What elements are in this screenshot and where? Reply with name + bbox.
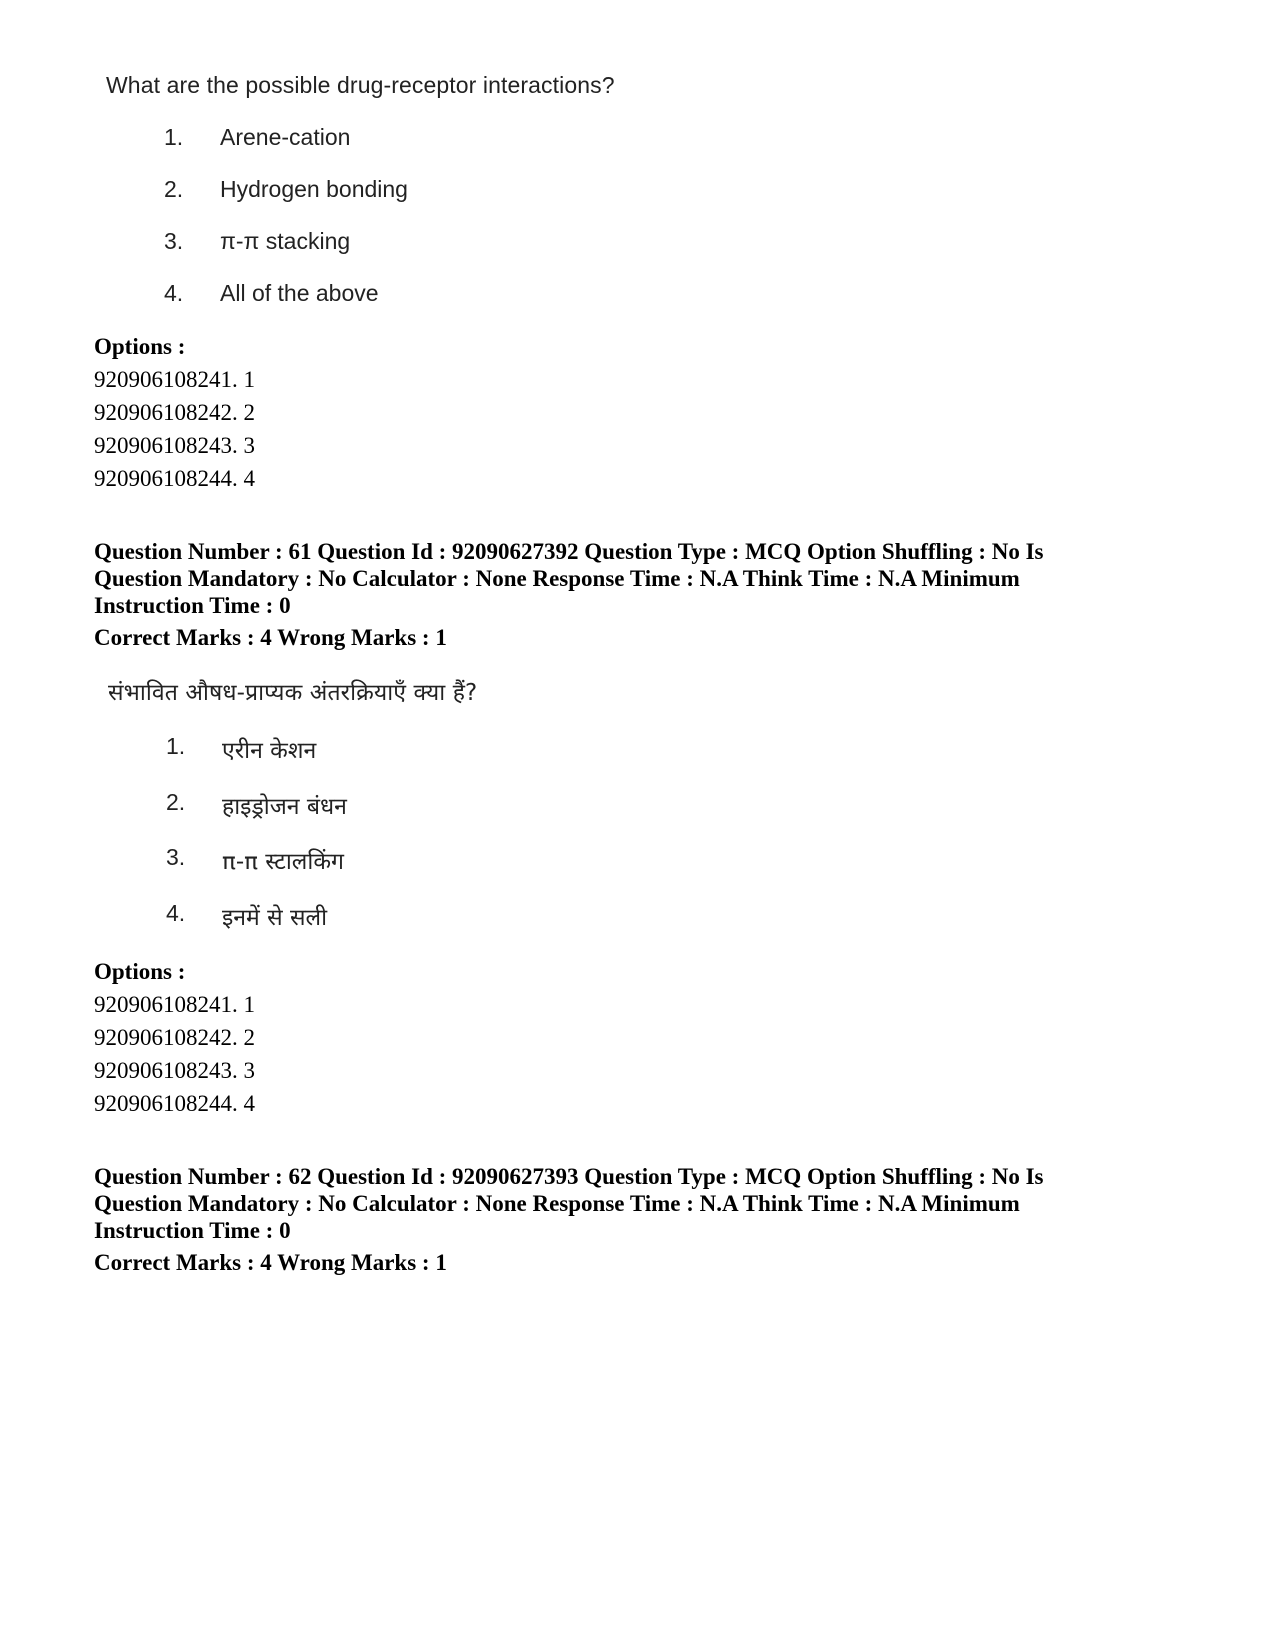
- question-61-image: [108, 675, 808, 945]
- question-meta-line: Question Mandatory : No Calculator : None Response Time : N.A Think Time : N.A Minimum: [94, 1191, 1020, 1216]
- question-61-marks: Correct Marks : 4 Wrong Marks : 1: [94, 625, 447, 650]
- choice-number: 3.: [164, 228, 184, 254]
- choice-number: 3.: [166, 844, 186, 870]
- choice-text: Arene-cation: [220, 124, 351, 150]
- option-row: 920906108243. 3: [94, 1058, 255, 1083]
- option-row: 920906108244. 4: [94, 466, 255, 491]
- option-row: 920906108242. 2: [94, 1025, 255, 1050]
- choice-number: 4.: [164, 280, 184, 306]
- question-62-meta: [94, 1163, 1184, 1244]
- question-meta-line: Instruction Time : 0: [94, 1218, 291, 1243]
- question-61-title: संभावित औषध-प्राप्यक अंतरक्रियाएँ क्या हैं?: [108, 680, 478, 706]
- choice-number: 1.: [164, 124, 184, 150]
- choice-text: एरीन केशन: [222, 738, 317, 764]
- option-row: 920906108241. 1: [94, 992, 255, 1017]
- choice-text: All of the above: [220, 280, 379, 306]
- choice-number: 1.: [166, 733, 186, 759]
- choice-text: π-π स्टालकिंग: [222, 849, 344, 875]
- option-row: 920906108243. 3: [94, 433, 255, 458]
- choice-text: Hydrogen bonding: [220, 176, 408, 202]
- options-label: Options :: [94, 334, 186, 359]
- option-row: 920906108244. 4: [94, 1091, 255, 1116]
- question-60-title: What are the possible drug-receptor interactions?: [106, 72, 615, 98]
- choice-text: इनमें से सली: [222, 905, 328, 931]
- choice-number: 2.: [166, 789, 186, 815]
- question-61-meta: [94, 538, 1184, 619]
- option-row: 920906108241. 1: [94, 367, 255, 392]
- question-meta-line: Instruction Time : 0: [94, 593, 291, 618]
- question-meta-line: Question Number : 61 Question Id : 92090627392 Question Type : MCQ Option Shuffling : No Is: [94, 539, 1044, 564]
- question-62-marks: Correct Marks : 4 Wrong Marks : 1: [94, 1250, 447, 1275]
- choice-text: π-π stacking: [220, 228, 351, 254]
- question-meta-line: Question Number : 62 Question Id : 92090627393 Question Type : MCQ Option Shuffling : No Is: [94, 1164, 1044, 1189]
- question-meta-line: Question Mandatory : No Calculator : None Response Time : N.A Think Time : N.A Minimum: [94, 566, 1020, 591]
- options-label: Options :: [94, 959, 186, 984]
- question-60-options: [94, 330, 255, 495]
- choice-text: हाइड्रोजन बंधन: [222, 794, 347, 820]
- question-61-options: [94, 955, 255, 1120]
- option-row: 920906108242. 2: [94, 400, 255, 425]
- choice-number: 2.: [164, 176, 184, 202]
- choice-number: 4.: [166, 900, 186, 926]
- question-60-image: [106, 72, 806, 322]
